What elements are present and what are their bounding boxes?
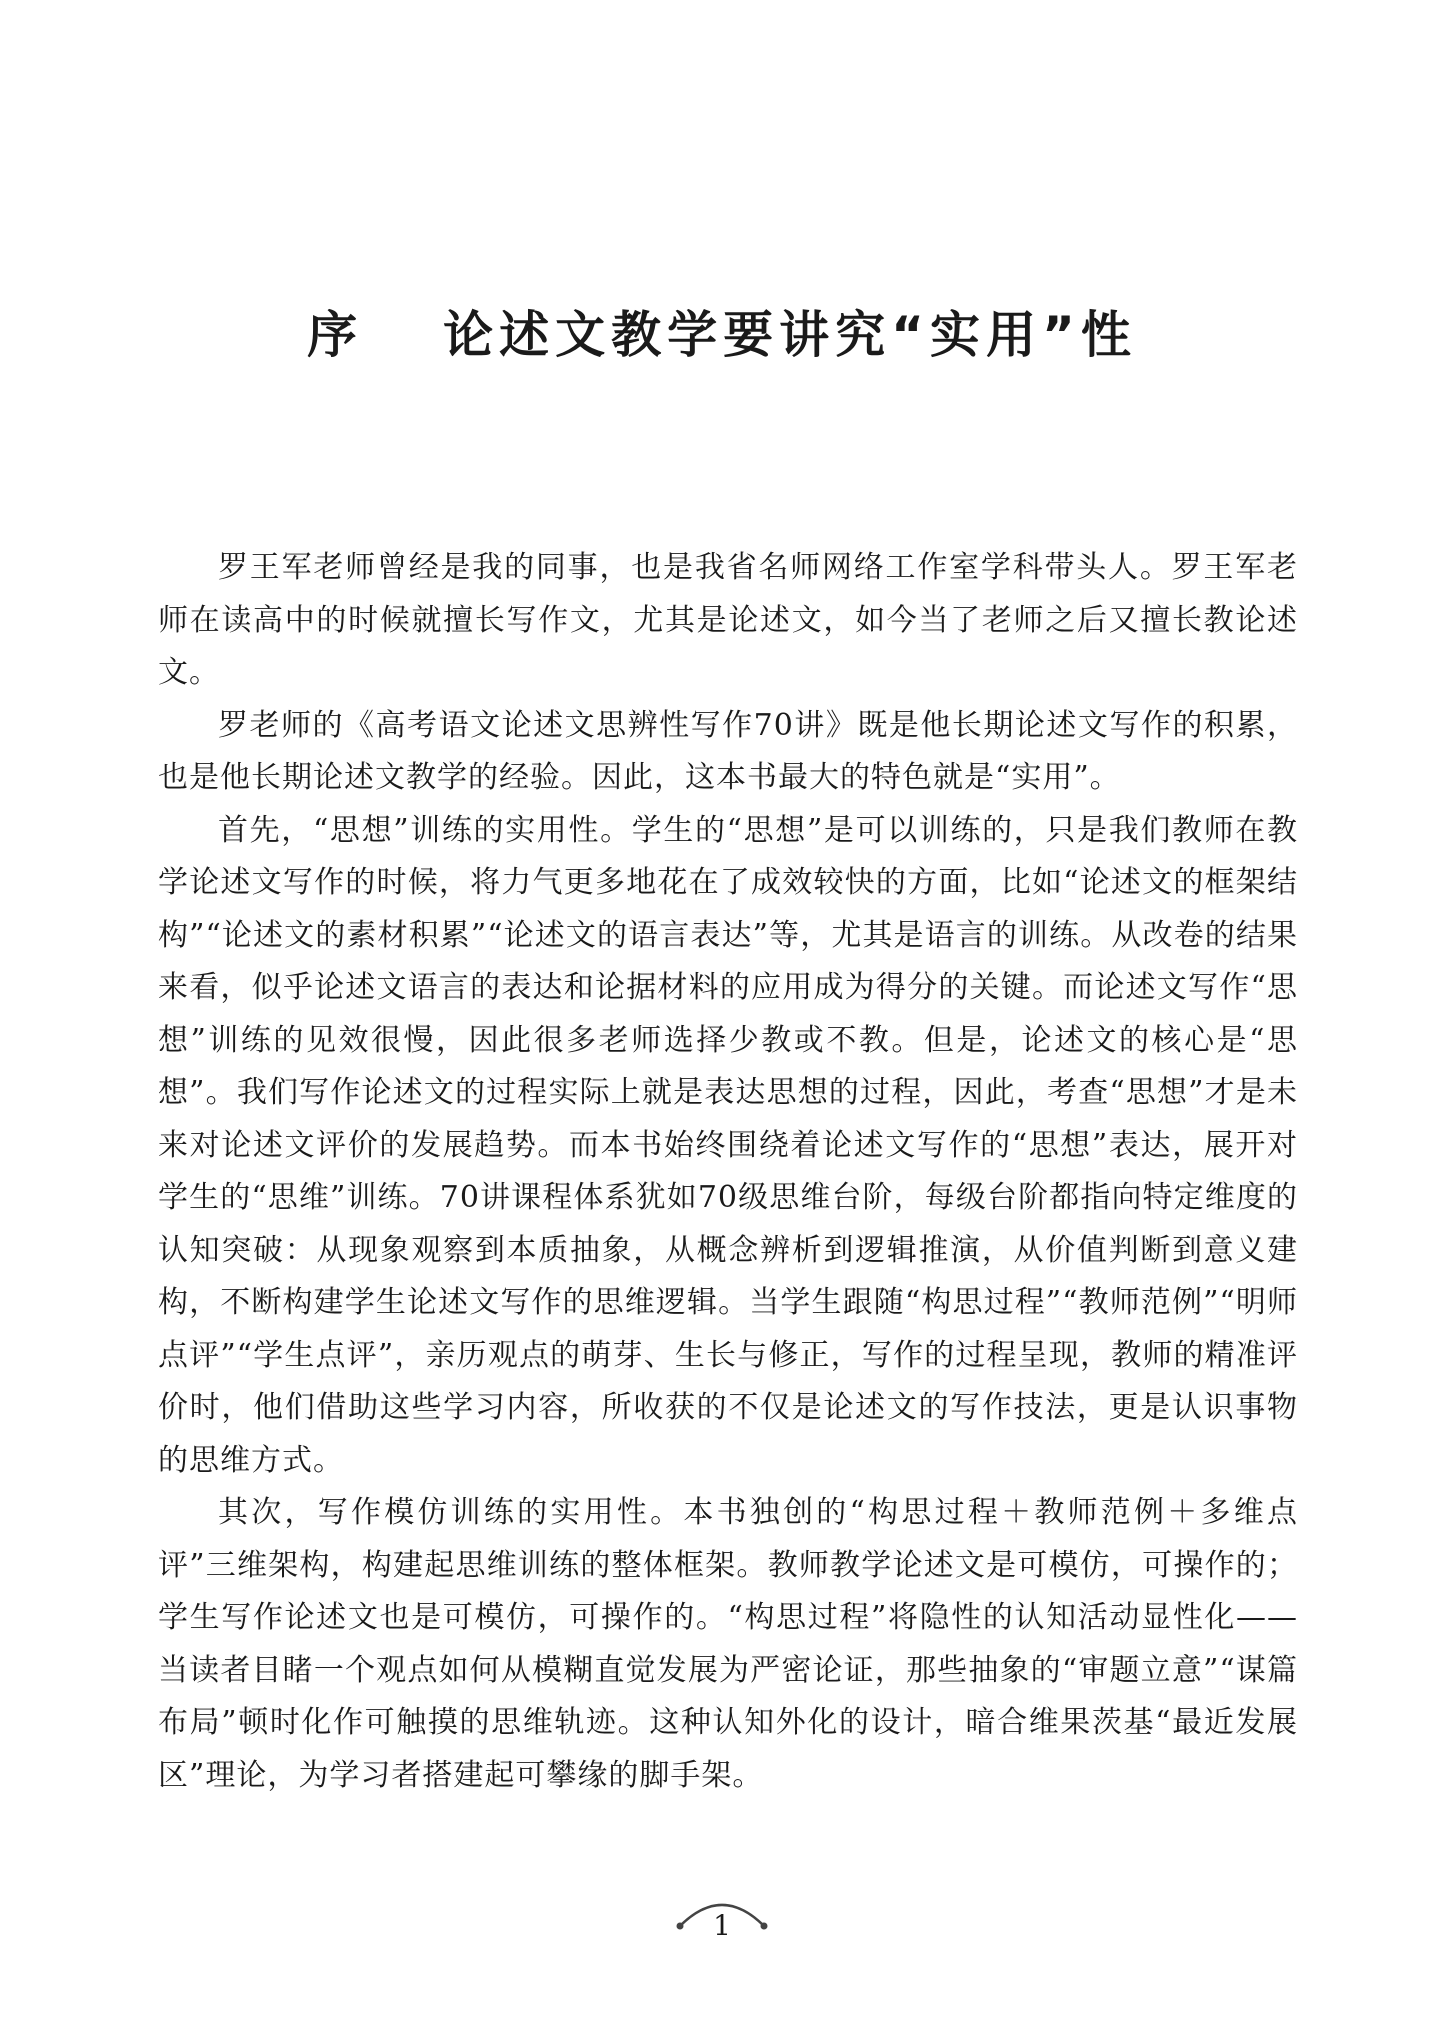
title-main: 论述文教学要讲究“实用”性: [443, 306, 1137, 364]
title-prefix: 序: [307, 306, 364, 364]
body-text: [158, 542, 1298, 1802]
paragraph-2: 罗老师的《高考语文论述文思辨性写作70讲》既是他长期论述文写作的积累，也是他长期论述文教学的经验。因此，这本书最大的特色就是“实用”。: [158, 707, 1298, 795]
page-footer: [672, 1890, 772, 1950]
page-title: [0, 300, 1444, 370]
paragraph-3: 首先，“思想”训练的实用性。学生的“思想”是可以训练的，只是我们教师在教学论述文写作的时候，将力气更多地花在了成效较快的方面，比如“论述文的框架结构”“论述文的素材积累”“论述文的语言表达”等，尤其是语言的训练。从改卷的结果来看，似乎论述文语言的表达和论据材料的应用成为得分的关键。而论述文写作“思想”训练的见效很慢，因此很多老师选择少教或不教。但是，论述文的核心是“思想”。我们写作论述文的过程实际上就是表达思想的过程，因此，考查“思想”才是未来对论述文评价的发展趋势。而本书始终围绕着论述文写作的“思想”表达，展开对学生的“思维”训练。70讲课程体系犹如70级思维台阶，每级台阶都指向特定维度的认知突破：从现象观察到本质抽象，从概念辨析到逻辑推演，从价值判断到意义建构，不断构建学生论述文写作的思维逻辑。当学生跟随“构思过程”“教师范例”“明师点评”“学生点评”，亲历观点的萌芽、生长与修正，写作的过程呈现，教师的精准评价时，他们借助这些学习内容，所收获的不仅是论述文的写作技法，更是认识事物的思维方式。: [158, 812, 1298, 1478]
paragraph-1: 罗王军老师曾经是我的同事，也是我省名师网络工作室学科带头人。罗王军老师在读高中的时候就擅长写作文，尤其是论述文，如今当了老师之后又擅长教论述文。: [158, 550, 1298, 690]
page-number: 1: [713, 1909, 731, 1942]
paragraph-4: 其次，写作模仿训练的实用性。本书独创的“构思过程＋教师范例＋多维点评”三维架构，构建起思维训练的整体框架。教师教学论述文是可模仿，可操作的；学生写作论述文也是可模仿，可操作的。“构思过程”将隐性的认知活动显性化——当读者目睹一个观点如何从模糊直觉发展为严密论证，那些抽象的“审题立意”“谋篇布局”顿时化作可触摸的思维轨迹。这种认知外化的设计，暗合维果茨基“最近发展区”理论，为学习者搭建起可攀缘的脚手架。: [158, 1495, 1298, 1793]
